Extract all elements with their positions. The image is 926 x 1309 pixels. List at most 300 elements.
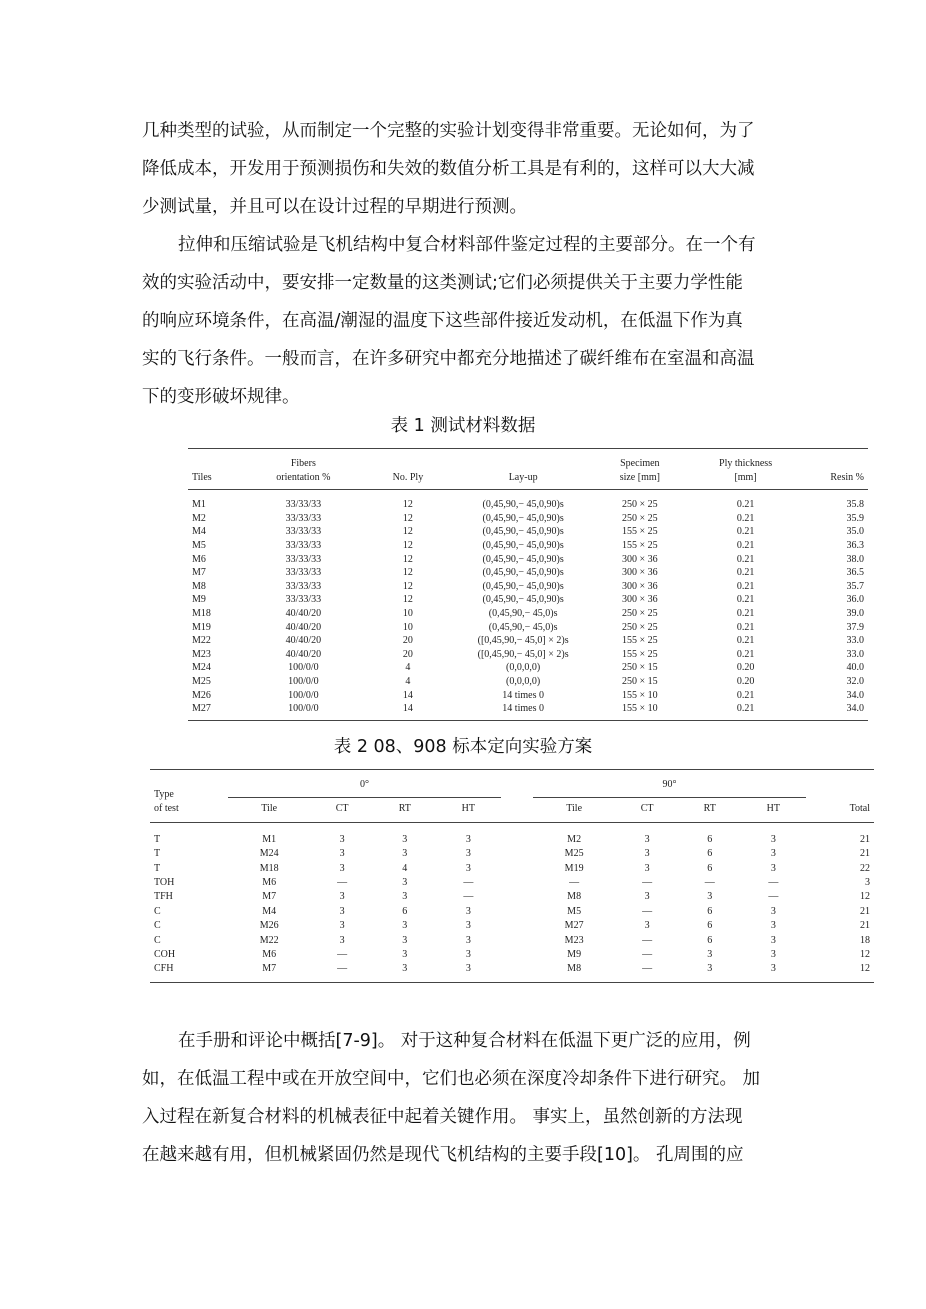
text-line: 入过程在新复合材料的机械表征中起着关键作用。 事实上，虽然创新的方法现 xyxy=(142,1107,743,1127)
table2 xyxy=(150,769,874,983)
table-cell: 38.0 xyxy=(846,553,864,565)
table-cell: 0.21 xyxy=(736,635,755,647)
table-cell: 36.5 xyxy=(846,567,864,579)
table2-subheader-row xyxy=(150,798,874,822)
table-cell: 3 xyxy=(465,848,471,860)
text-line: 降低成本，开发用于预测损伤和失效的数值分析工具是有利的，这样可以大大减 xyxy=(142,159,755,179)
table-cell: 35.9 xyxy=(846,512,864,524)
table-cell: 3 xyxy=(402,848,408,860)
table-cell: 0.21 xyxy=(736,526,755,538)
table-cell: 12 xyxy=(402,499,413,511)
table-cell: 40/40/20 xyxy=(285,635,322,647)
sub-header-rt xyxy=(374,798,436,822)
text-line: 少测试量，并且可以在设计过程的早期进行预测。 xyxy=(142,197,527,217)
table-cell: C xyxy=(154,934,161,946)
table-spacer-cell xyxy=(501,934,533,948)
table-cell: 0.21 xyxy=(736,567,755,579)
col-header xyxy=(687,449,805,490)
table-cell: 0.20 xyxy=(736,675,755,687)
sub-header-spacer xyxy=(501,798,533,822)
table2-group-row xyxy=(150,770,874,798)
table-cell: M18 xyxy=(259,862,279,874)
table-cell: 3 xyxy=(644,862,650,874)
table-cell: 3 xyxy=(465,963,471,975)
table-cell: 3 xyxy=(402,920,408,932)
table-cell: COH xyxy=(154,949,176,961)
table-cell: — xyxy=(704,877,715,889)
table-cell: M1 xyxy=(262,833,277,845)
table-cell: 0.21 xyxy=(736,539,755,551)
table-cell: 3 xyxy=(465,934,471,946)
sub-header-text: CT xyxy=(640,803,654,815)
table-cell: (0,45,90,− 45,0,90)s xyxy=(482,526,564,538)
table-cell: 12 xyxy=(402,526,413,538)
table-cell: — xyxy=(768,891,779,903)
table2-caption: 表 2 08、908 标本定向实验方案 xyxy=(333,737,593,757)
table-cell: 250 × 25 xyxy=(622,621,658,633)
table-cell: 3 xyxy=(402,833,408,845)
col-header-text: Ply thickness [mm] xyxy=(719,458,773,483)
table-cell: M23 xyxy=(564,934,584,946)
table-row xyxy=(188,566,868,580)
table-cell: 39.0 xyxy=(846,607,864,619)
table-cell: (0,45,90,− 45,0,90)s xyxy=(482,499,564,511)
col-header-text: Tiles xyxy=(192,471,212,483)
text-line: 下的变形破坏规律。 xyxy=(142,387,300,407)
text-line: 几种类型的试验，从而制定一个完整的实验计划变得非常重要。无论如何，为了 xyxy=(142,121,755,141)
table-cell: T xyxy=(154,848,161,860)
table-cell: 3 xyxy=(339,934,345,946)
col-header-text: Specimen size [mm] xyxy=(619,458,660,483)
table-cell: 3 xyxy=(644,848,650,860)
table-row xyxy=(150,948,874,962)
text-line: 在手册和评论中概括[7-9]。 对于这种复合材料在低温下更广泛的应用，例 xyxy=(178,1031,751,1051)
table-cell: 6 xyxy=(707,833,713,845)
group-90-label: 90° xyxy=(662,779,677,790)
text-line: 的响应环境条件，在高温/潮湿的温度下这些部件接近发动机，在低温下作为真 xyxy=(142,311,743,331)
table-cell: 250 × 25 xyxy=(622,607,658,619)
table-cell: 100/0/0 xyxy=(288,675,319,687)
table-row xyxy=(188,689,868,703)
table-cell: 36.0 xyxy=(846,594,864,606)
table-cell: 6 xyxy=(402,905,408,917)
table-cell: 250 × 25 xyxy=(622,499,658,511)
table-cell: 4 xyxy=(405,675,411,687)
text-line: 拉伸和压缩试验是飞机结构中复合材料部件鉴定过程的主要部分。在一个有 xyxy=(178,235,756,255)
table-cell: TOH xyxy=(154,877,175,889)
table-cell: 35.8 xyxy=(846,499,864,511)
table1 xyxy=(188,448,868,721)
table-cell: M2 xyxy=(192,512,206,524)
table-cell: M8 xyxy=(567,963,582,975)
table-row xyxy=(150,934,874,948)
table-cell: — xyxy=(463,877,474,889)
col-header-text: Lay-up xyxy=(508,471,538,483)
table-cell: 33/33/33 xyxy=(285,512,322,524)
sub-header-rt xyxy=(679,798,741,822)
table-cell: 155 × 25 xyxy=(622,526,658,538)
sub-header-tile xyxy=(228,798,310,822)
table-row xyxy=(188,661,868,675)
table-cell: 250 × 15 xyxy=(622,662,658,674)
table-cell: C xyxy=(154,920,161,932)
col-header xyxy=(805,449,869,490)
table-cell: 3 xyxy=(402,949,408,961)
table-cell: ([0,45,90,− 45,0] × 2)s xyxy=(477,648,569,660)
table-cell: 14 xyxy=(402,689,413,701)
table-cell: (0,45,90,− 45,0,90)s xyxy=(482,539,564,551)
table-cell: 0.20 xyxy=(736,662,755,674)
sub-header-ht xyxy=(741,798,806,822)
table-cell: M22 xyxy=(192,635,211,647)
table1-caption: 表 1 测试材料数据 xyxy=(390,416,536,436)
table-cell: 3 xyxy=(339,905,345,917)
table-row xyxy=(188,525,868,539)
table-cell: 37.9 xyxy=(846,621,864,633)
group-spacer xyxy=(501,770,533,798)
table-cell: M6 xyxy=(192,553,206,565)
table-cell: (0,45,90,− 45,0,90)s xyxy=(482,567,564,579)
table-cell: 300 × 36 xyxy=(622,553,658,565)
table-cell: 3 xyxy=(465,833,471,845)
sub-header-text: Tile xyxy=(566,803,583,815)
table-cell: M22 xyxy=(259,934,279,946)
sub-header-tile xyxy=(533,798,615,822)
table-row xyxy=(188,702,868,720)
sub-header-ct xyxy=(615,798,679,822)
col-header-text: Resin % xyxy=(830,471,864,483)
table-cell: 33/33/33 xyxy=(285,594,322,606)
table-cell: 100/0/0 xyxy=(288,662,319,674)
table-cell: 3 xyxy=(402,891,408,903)
table-spacer-cell xyxy=(501,822,533,847)
table-cell: 3 xyxy=(770,920,776,932)
table-cell: M26 xyxy=(192,689,211,701)
total-header-text: Total xyxy=(849,803,870,815)
table-cell: 14 xyxy=(402,703,413,715)
table-cell: 40/40/20 xyxy=(285,621,322,633)
table-cell: 12 xyxy=(402,512,413,524)
table-cell: 21 xyxy=(860,920,870,932)
table-cell: 250 × 15 xyxy=(622,675,658,687)
table-spacer-cell xyxy=(501,890,533,904)
table-row xyxy=(150,962,874,982)
table-cell: 40/40/20 xyxy=(285,648,322,660)
table-cell: 3 xyxy=(770,848,776,860)
table-cell: 3 xyxy=(770,963,776,975)
table-cell: — xyxy=(642,949,653,961)
table-cell: M23 xyxy=(192,648,211,660)
table-cell: 155 × 10 xyxy=(622,689,658,701)
table-row xyxy=(150,919,874,933)
table-cell: 3 xyxy=(770,934,776,946)
table-row xyxy=(188,675,868,689)
table-cell: 33.0 xyxy=(846,648,864,660)
table-cell: M24 xyxy=(259,848,279,860)
text-line: 在越来越有用，但机械紧固仍然是现代飞机结构的主要手段[10]。 孔周围的应 xyxy=(142,1145,744,1165)
table-cell: 3 xyxy=(707,949,713,961)
table-row xyxy=(188,621,868,635)
table-cell: 22 xyxy=(860,862,870,874)
table-cell: M4 xyxy=(262,905,277,917)
group-0-label: 0° xyxy=(359,779,369,790)
table-cell: (0,45,90,− 45,0,90)s xyxy=(482,553,564,565)
table-cell: 14 times 0 xyxy=(502,703,544,715)
table-cell: 3 xyxy=(465,949,471,961)
table-cell: ([0,45,90,− 45,0] × 2)s xyxy=(477,635,569,647)
table-cell: 4 xyxy=(405,662,411,674)
text-line: 实的飞行条件。一般而言，在许多研究中都充分地描述了碳纤维布在室温和高温 xyxy=(142,349,755,369)
table-cell: M5 xyxy=(192,539,206,551)
table-cell: 35.7 xyxy=(846,580,864,592)
table-cell: 3 xyxy=(644,891,650,903)
table-cell: 3 xyxy=(465,920,471,932)
table-cell: M2 xyxy=(567,833,582,845)
table-cell: 20 xyxy=(402,635,413,647)
table-cell: 6 xyxy=(707,905,713,917)
table-spacer-cell xyxy=(501,962,533,982)
table-spacer-cell xyxy=(501,862,533,876)
table-cell: 34.0 xyxy=(846,689,864,701)
table-cell: 33/33/33 xyxy=(285,526,322,538)
table-row xyxy=(150,905,874,919)
col-header xyxy=(244,449,363,490)
table-cell: 21 xyxy=(860,905,870,917)
table-cell: 12 xyxy=(860,963,870,975)
table-cell: M4 xyxy=(192,526,206,538)
table-cell: 155 × 10 xyxy=(622,703,658,715)
table-cell: C xyxy=(154,905,161,917)
table-cell: M8 xyxy=(192,580,206,592)
table-cell: 33/33/33 xyxy=(285,567,322,579)
table-cell: 155 × 25 xyxy=(622,539,658,551)
table-cell: — xyxy=(337,877,348,889)
table-cell: 3 xyxy=(707,963,713,975)
table-cell: 3 xyxy=(707,891,713,903)
table-row xyxy=(188,490,868,512)
table-cell: — xyxy=(642,905,653,917)
table-cell: 3 xyxy=(402,963,408,975)
table-cell: 0.21 xyxy=(736,607,755,619)
table-cell: 10 xyxy=(402,607,413,619)
table-cell: 33.0 xyxy=(846,635,864,647)
table-cell: 0.21 xyxy=(736,689,755,701)
table-cell: CFH xyxy=(154,963,174,975)
table-row xyxy=(150,890,874,904)
table-cell: M6 xyxy=(262,877,277,889)
table1-header-row xyxy=(188,449,868,490)
table-cell: 0.21 xyxy=(736,580,755,592)
sub-header-text: HT xyxy=(461,803,475,815)
table-cell: — xyxy=(642,934,653,946)
table-cell: (0,0,0,0) xyxy=(506,675,541,687)
table-cell: 12 xyxy=(402,539,413,551)
text-line: 效的实验活动中，要安排一定数量的这类测试;它们必须提供关于主要力学性能 xyxy=(142,273,743,293)
table-row xyxy=(188,607,868,621)
table-spacer-cell xyxy=(501,948,533,962)
table-cell: 300 × 36 xyxy=(622,567,658,579)
table-cell: 300 × 36 xyxy=(622,580,658,592)
table-cell: 12 xyxy=(402,553,413,565)
table-cell: 155 × 25 xyxy=(622,635,658,647)
col-header xyxy=(593,449,687,490)
table-cell: T xyxy=(154,862,161,874)
paragraph-1 xyxy=(142,112,790,226)
table-cell: M6 xyxy=(262,949,277,961)
sub-header-ht xyxy=(436,798,501,822)
table-cell: M7 xyxy=(262,963,277,975)
table-cell: 155 × 25 xyxy=(622,648,658,660)
table-cell: (0,0,0,0) xyxy=(506,662,541,674)
sub-header-text: RT xyxy=(703,803,716,815)
table-cell: M27 xyxy=(192,703,211,715)
table-row xyxy=(188,539,868,553)
table-cell: 3 xyxy=(644,833,650,845)
table-cell: 3 xyxy=(770,949,776,961)
type-header-text: Type of test xyxy=(154,789,179,815)
table-cell: 3 xyxy=(465,862,471,874)
table-cell: 3 xyxy=(770,905,776,917)
table-cell: 0.21 xyxy=(736,553,755,565)
table1-body xyxy=(188,490,868,721)
group-0-header xyxy=(228,770,501,798)
table-cell: 300 × 36 xyxy=(622,594,658,606)
table-cell: TFH xyxy=(154,891,173,903)
table-row xyxy=(150,847,874,861)
table-cell: 100/0/0 xyxy=(288,689,319,701)
table-cell: M19 xyxy=(192,621,211,633)
table-cell: 3 xyxy=(644,920,650,932)
table-cell: M9 xyxy=(567,949,582,961)
table-spacer-cell xyxy=(501,847,533,861)
group-90-header xyxy=(533,770,806,798)
table-row xyxy=(150,876,874,890)
table-cell: (0,45,90,− 45,0,90)s xyxy=(482,512,564,524)
table-cell: 12 xyxy=(860,891,870,903)
table-cell: 34.0 xyxy=(846,703,864,715)
table-cell: — xyxy=(463,891,474,903)
col-header xyxy=(188,449,244,490)
table-row xyxy=(188,593,868,607)
table-cell: 21 xyxy=(860,833,870,845)
table-cell: 0.21 xyxy=(736,648,755,660)
table-cell: (0,45,90,− 45,0)s xyxy=(488,621,558,633)
table-cell: 6 xyxy=(707,934,713,946)
table-cell: 3 xyxy=(339,920,345,932)
table-spacer-cell xyxy=(501,905,533,919)
table-cell: 40.0 xyxy=(846,662,864,674)
table-cell: 33/33/33 xyxy=(285,580,322,592)
table-cell: M9 xyxy=(192,594,206,606)
table-cell: 40/40/20 xyxy=(285,607,322,619)
table-cell: 3 xyxy=(339,848,345,860)
table-cell: 3 xyxy=(465,905,471,917)
paragraph-2 xyxy=(142,226,790,416)
sub-header-text: Tile xyxy=(261,803,278,815)
table-cell: 35.0 xyxy=(846,526,864,538)
total-header xyxy=(806,770,874,823)
table-row xyxy=(188,553,868,567)
table-cell: 32.0 xyxy=(846,675,864,687)
table-cell: M25 xyxy=(564,848,584,860)
table-cell: 3 xyxy=(339,862,345,874)
table-spacer-cell xyxy=(501,876,533,890)
table-row xyxy=(188,512,868,526)
table-row xyxy=(188,648,868,662)
table-cell: 3 xyxy=(339,891,345,903)
table-cell: M26 xyxy=(259,920,279,932)
table-cell: M19 xyxy=(564,862,584,874)
text-line: 如，在低温工程中或在开放空间中，它们也必须在深度冷却条件下进行研究。 加 xyxy=(142,1069,761,1089)
table-cell: — xyxy=(768,877,779,889)
table-cell: (0,45,90,− 45,0,90)s xyxy=(482,594,564,606)
table-spacer-cell xyxy=(501,919,533,933)
table-cell: M1 xyxy=(192,499,206,511)
table-cell: 36.3 xyxy=(846,539,864,551)
table-cell: 12 xyxy=(860,949,870,961)
table-cell: — xyxy=(337,949,348,961)
table-cell: 33/33/33 xyxy=(285,499,322,511)
table-cell: M7 xyxy=(192,567,206,579)
table-cell: 12 xyxy=(402,594,413,606)
table-cell: M25 xyxy=(192,675,211,687)
table-row xyxy=(188,580,868,594)
table-cell: 3 xyxy=(402,877,408,889)
table-cell: 6 xyxy=(707,848,713,860)
table-cell: — xyxy=(569,877,580,889)
table-cell: 0.21 xyxy=(736,703,755,715)
table-cell: 250 × 25 xyxy=(622,512,658,524)
table-cell: 6 xyxy=(707,920,713,932)
table-cell: 18 xyxy=(860,934,870,946)
table-cell: 20 xyxy=(402,648,413,660)
table-row xyxy=(150,862,874,876)
table2-body xyxy=(150,822,874,982)
table-cell: 3 xyxy=(770,833,776,845)
sub-header-text: CT xyxy=(335,803,349,815)
sub-header-ct xyxy=(310,798,374,822)
col-header-text: No. Ply xyxy=(392,471,424,483)
table-cell: 12 xyxy=(402,567,413,579)
table-cell: 33/33/33 xyxy=(285,553,322,565)
table-cell: 0.21 xyxy=(736,594,755,606)
table-cell: 14 times 0 xyxy=(502,689,544,701)
table-row xyxy=(188,634,868,648)
table-cell: M5 xyxy=(567,905,582,917)
table-row xyxy=(150,822,874,847)
table-cell: 10 xyxy=(402,621,413,633)
table-cell: T xyxy=(154,833,161,845)
sub-header-text: RT xyxy=(398,803,411,815)
table-cell: 6 xyxy=(707,862,713,874)
table-cell: 100/0/0 xyxy=(288,703,319,715)
paragraph-3 xyxy=(142,1022,790,1174)
table-cell: 4 xyxy=(402,862,408,874)
table-cell: 0.21 xyxy=(736,621,755,633)
table-cell: M7 xyxy=(262,891,277,903)
table-cell: — xyxy=(642,963,653,975)
table-cell: (0,45,90,− 45,0,90)s xyxy=(482,580,564,592)
table-cell: 12 xyxy=(402,580,413,592)
table-cell: 3 xyxy=(770,862,776,874)
table-cell: — xyxy=(642,877,653,889)
table-cell: M8 xyxy=(567,891,582,903)
table-cell: (0,45,90,− 45,0)s xyxy=(488,607,558,619)
table-cell: 0.21 xyxy=(736,512,755,524)
table-cell: 3 xyxy=(402,934,408,946)
table-cell: 33/33/33 xyxy=(285,539,322,551)
table-cell: M18 xyxy=(192,607,211,619)
